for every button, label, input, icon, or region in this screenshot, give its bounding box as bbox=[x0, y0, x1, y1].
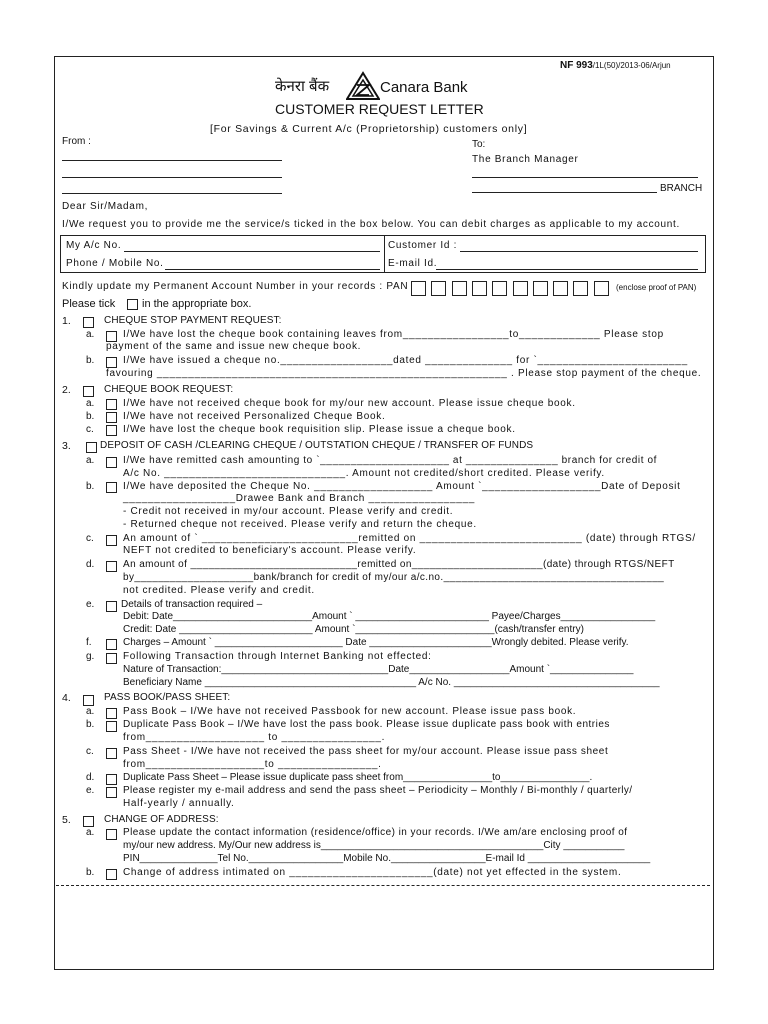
s3-b-text-2: __________________Drawee Bank and Branch _________________ bbox=[123, 493, 475, 504]
pan-box[interactable] bbox=[573, 281, 588, 296]
s2-c-letter: c. bbox=[86, 424, 94, 435]
s4-a-checkbox[interactable] bbox=[106, 708, 117, 719]
s3-b-text-4: - Returned cheque not received. Please verify and return the cheque. bbox=[123, 519, 477, 530]
s3-c-text-2: NEFT not credited to beneficiary's account. Please verify. bbox=[123, 545, 417, 556]
pan-box[interactable] bbox=[472, 281, 487, 296]
s2-c-text: I/We have lost the cheque book requisition slip. Please issue a cheque book. bbox=[123, 424, 516, 435]
to-line[interactable] bbox=[472, 177, 698, 178]
s3-a-text-2: A/c No. _____________________________. Amount not credited/short credited. Please verify. bbox=[123, 468, 605, 479]
s4-d-checkbox[interactable] bbox=[106, 774, 117, 785]
branch-line[interactable] bbox=[472, 192, 657, 193]
s5-b-checkbox[interactable] bbox=[106, 869, 117, 880]
s1-number: 1. bbox=[62, 315, 71, 327]
s4-checkbox[interactable] bbox=[83, 695, 94, 706]
s5-a-checkbox[interactable] bbox=[106, 829, 117, 840]
please-tick-rest: in the appropriate box. bbox=[142, 298, 252, 310]
phone-field[interactable] bbox=[165, 269, 380, 270]
s4-c-letter: c. bbox=[86, 746, 94, 757]
s3-f-checkbox[interactable] bbox=[106, 639, 117, 650]
page-title: CUSTOMER REQUEST LETTER bbox=[275, 101, 484, 117]
s4-number: 4. bbox=[62, 692, 71, 704]
s5-number: 5. bbox=[62, 814, 71, 826]
s3-a-checkbox[interactable] bbox=[106, 457, 117, 468]
s1-a-text-1: I/We have lost the cheque book containing leaves from_________________to_____________ Please stop bbox=[123, 329, 664, 340]
s3-b-text-1: I/We have deposited the Cheque No. ___________________ Amount `___________________Date of Deposit bbox=[123, 481, 681, 492]
pan-box[interactable] bbox=[553, 281, 568, 296]
to-label: To: bbox=[472, 139, 486, 150]
s3-d-text-3: not credited. Please verify and credit. bbox=[123, 585, 315, 596]
email-field[interactable] bbox=[436, 269, 698, 270]
s4-d-text: Duplicate Pass Sheet – Please issue duplicate pass sheet from________________to________________. bbox=[123, 772, 593, 783]
s3-a-text-1: I/We have remitted cash amounting to `_____________________ at _______________ branch for credit of bbox=[123, 455, 658, 466]
to-addressee: The Branch Manager bbox=[472, 154, 579, 165]
pan-box[interactable] bbox=[533, 281, 548, 296]
s2-c-checkbox[interactable] bbox=[106, 425, 117, 436]
s2-b-letter: b. bbox=[86, 411, 95, 422]
s3-d-text-2: by____________________bank/branch for credit of my/our a/c.no._____________________________________ bbox=[123, 572, 665, 583]
customer-id-field[interactable] bbox=[460, 251, 698, 252]
s3-f-letter: f. bbox=[86, 637, 92, 648]
s2-a-text: I/We have not received cheque book for my/our new account. Please issue cheque book. bbox=[123, 398, 576, 409]
s1-b-text-2: favouring ________________________________________________________ . Please stop payment of the cheque. bbox=[106, 368, 702, 379]
pan-text: Kindly update my Permanent Account Number in your records : PAN bbox=[62, 281, 409, 292]
customer-id-label: Customer Id : bbox=[388, 240, 458, 251]
pan-box[interactable] bbox=[431, 281, 446, 296]
s3-checkbox[interactable] bbox=[86, 442, 97, 453]
s4-e-text-1: Please register my e-mail address and send the pass sheet – Periodicity – Monthly / Bi-monthly / quarterly/ bbox=[123, 785, 633, 796]
from-line-3[interactable] bbox=[62, 193, 282, 194]
s4-b-text-2: from___________________ to ________________. bbox=[123, 732, 386, 743]
s1-a-text-2: payment of the same and issue new cheque book. bbox=[106, 341, 362, 352]
s3-d-letter: d. bbox=[86, 559, 95, 570]
s3-title: DEPOSIT OF CASH /CLEARING CHEQUE / OUTSTATION CHEQUE / TRANSFER OF FUNDS bbox=[100, 440, 534, 451]
s5-a-text-3: PIN______________Tel No._________________Mobile No._________________E-mail Id ______________________ bbox=[123, 853, 651, 864]
s2-title: CHEQUE BOOK REQUEST: bbox=[104, 384, 234, 395]
s3-c-letter: c. bbox=[86, 533, 94, 544]
s1-b-checkbox[interactable] bbox=[106, 357, 117, 368]
s2-a-letter: a. bbox=[86, 398, 95, 409]
s4-d-letter: d. bbox=[86, 772, 95, 783]
form-code bbox=[560, 60, 671, 72]
s3-b-checkbox[interactable] bbox=[106, 482, 117, 493]
from-line-1[interactable] bbox=[62, 160, 282, 161]
s5-b-letter: b. bbox=[86, 867, 95, 878]
pan-note: (enclose proof of PAN) bbox=[616, 283, 697, 292]
from-line-2[interactable] bbox=[62, 177, 282, 178]
account-number-field[interactable] bbox=[124, 251, 380, 252]
s5-b-text: Change of address intimated on _______________________(date) not yet effected in the system. bbox=[123, 867, 622, 878]
s3-e-text-1: Details of transaction required – bbox=[121, 599, 263, 610]
s3-d-text-1: An amount of ____________________________remitted on______________________(date) through RTGS/NEFT bbox=[123, 559, 675, 570]
s4-e-checkbox[interactable] bbox=[106, 787, 117, 798]
s3-a-letter: a. bbox=[86, 455, 95, 466]
pan-box[interactable] bbox=[513, 281, 528, 296]
s5-a-text-1: Please update the contact information (residence/office) in your records. I/We am/are enclosing proof of bbox=[123, 827, 628, 838]
s5-a-letter: a. bbox=[86, 827, 95, 838]
s2-b-text: I/We have not received Personalized Cheque Book. bbox=[123, 411, 386, 422]
account-box-divider bbox=[384, 235, 385, 273]
s3-number: 3. bbox=[62, 440, 71, 452]
sample-checkbox bbox=[127, 299, 138, 310]
account-number-label: My A/c No. bbox=[66, 240, 122, 251]
s3-g-letter: g. bbox=[86, 651, 95, 662]
s1-checkbox[interactable] bbox=[83, 317, 94, 328]
bank-name-hindi: केनरा बैंक bbox=[275, 78, 330, 95]
s4-c-text-1: Pass Sheet - I/We have not received the pass sheet for my/our account. Please issue pass sheet bbox=[123, 746, 609, 757]
s4-e-text-2: Half-yearly / annually. bbox=[123, 798, 235, 809]
s5-a-text-2: my/our new address. My/Our new address is________________________________________City ___________ bbox=[123, 840, 625, 851]
s3-d-checkbox[interactable] bbox=[106, 561, 117, 572]
s4-e-letter: e. bbox=[86, 785, 95, 796]
pan-box[interactable] bbox=[492, 281, 507, 296]
s3-c-text-1: An amount of ` _________________________remitted on __________________________ (date) through RTGS/ bbox=[123, 533, 696, 544]
please-tick-text: Please tick bbox=[62, 298, 116, 310]
s3-e-checkbox[interactable] bbox=[106, 601, 117, 612]
s3-e-text-3: Credit: Date ________________________ Amount `_________________________(cash/transfer entry) bbox=[123, 624, 584, 635]
subtitle: [For Savings & Current A/c (Proprietorship) customers only] bbox=[210, 123, 528, 135]
s4-a-text: Pass Book – I/We have not received Passbook for new account. Please issue pass book. bbox=[123, 706, 577, 717]
s3-e-text-2: Debit: Date_________________________Amount ` ________________________ Payee/Charges_________________ bbox=[123, 611, 656, 622]
s4-title: PASS BOOK/PASS SHEET: bbox=[104, 692, 231, 703]
s4-b-letter: b. bbox=[86, 719, 95, 730]
s4-b-text-1: Duplicate Pass Book – I/We have lost the pass book. Please issue duplicate pass book with entries bbox=[123, 719, 610, 730]
s3-g-checkbox[interactable] bbox=[106, 653, 117, 664]
s3-b-letter: b. bbox=[86, 481, 95, 492]
pan-box[interactable] bbox=[594, 281, 609, 296]
pan-box[interactable] bbox=[411, 281, 426, 296]
s1-a-letter: a. bbox=[86, 329, 95, 340]
s3-g-text-1: Following Transaction through Internet Banking not effected: bbox=[123, 651, 432, 662]
s2-a-checkbox[interactable] bbox=[106, 399, 117, 410]
pan-box[interactable] bbox=[452, 281, 467, 296]
s1-b-letter: b. bbox=[86, 355, 95, 366]
s5-title: CHANGE OF ADDRESS: bbox=[104, 814, 219, 825]
s5-checkbox[interactable] bbox=[83, 816, 94, 827]
phone-label: Phone / Mobile No. bbox=[66, 258, 164, 269]
canara-logo-icon bbox=[346, 71, 380, 101]
s3-g-text-2: Nature of Transaction:______________________________Date__________________Amount `_______________ bbox=[123, 664, 634, 675]
s2-b-checkbox[interactable] bbox=[106, 412, 117, 423]
s1-b-text-1: I/We have issued a cheque no.__________________dated ______________ for `________________________ bbox=[123, 355, 688, 366]
s2-checkbox[interactable] bbox=[83, 386, 94, 397]
s1-title: CHEQUE STOP PAYMENT REQUEST: bbox=[104, 315, 282, 326]
s4-b-checkbox[interactable] bbox=[106, 721, 117, 732]
s4-c-checkbox[interactable] bbox=[106, 748, 117, 759]
cut-line bbox=[56, 885, 710, 886]
s3-c-checkbox[interactable] bbox=[106, 535, 117, 546]
branch-label: BRANCH bbox=[660, 183, 703, 194]
s3-f-text: Charges – Amount ` _______________________ Date ______________________Wrongly debited. Please verify. bbox=[123, 637, 629, 648]
s4-c-text-2: from___________________to ________________. bbox=[123, 759, 382, 770]
salutation: Dear Sir/Madam, bbox=[62, 201, 149, 212]
s3-e-letter: e. bbox=[86, 599, 95, 610]
from-label: From : bbox=[62, 136, 91, 147]
s3-b-text-3: - Credit not received in my/our account. Please verify and credit. bbox=[123, 506, 454, 517]
email-label: E-mail Id. bbox=[388, 258, 438, 269]
s4-a-letter: a. bbox=[86, 706, 95, 717]
s2-number: 2. bbox=[62, 384, 71, 396]
s3-g-text-3: Beneficiary Name ______________________________________ A/c No. _____________________________________ bbox=[123, 677, 660, 688]
form-code-bold: NF 993 bbox=[560, 60, 593, 71]
form-code-rest: /1L(50)/2013-06/Arjun bbox=[592, 61, 671, 70]
intro-text: I/We request you to provide me the service/s ticked in the box below. You can debit charges as applicable to my account. bbox=[62, 219, 681, 230]
bank-name: Canara Bank bbox=[380, 79, 468, 96]
